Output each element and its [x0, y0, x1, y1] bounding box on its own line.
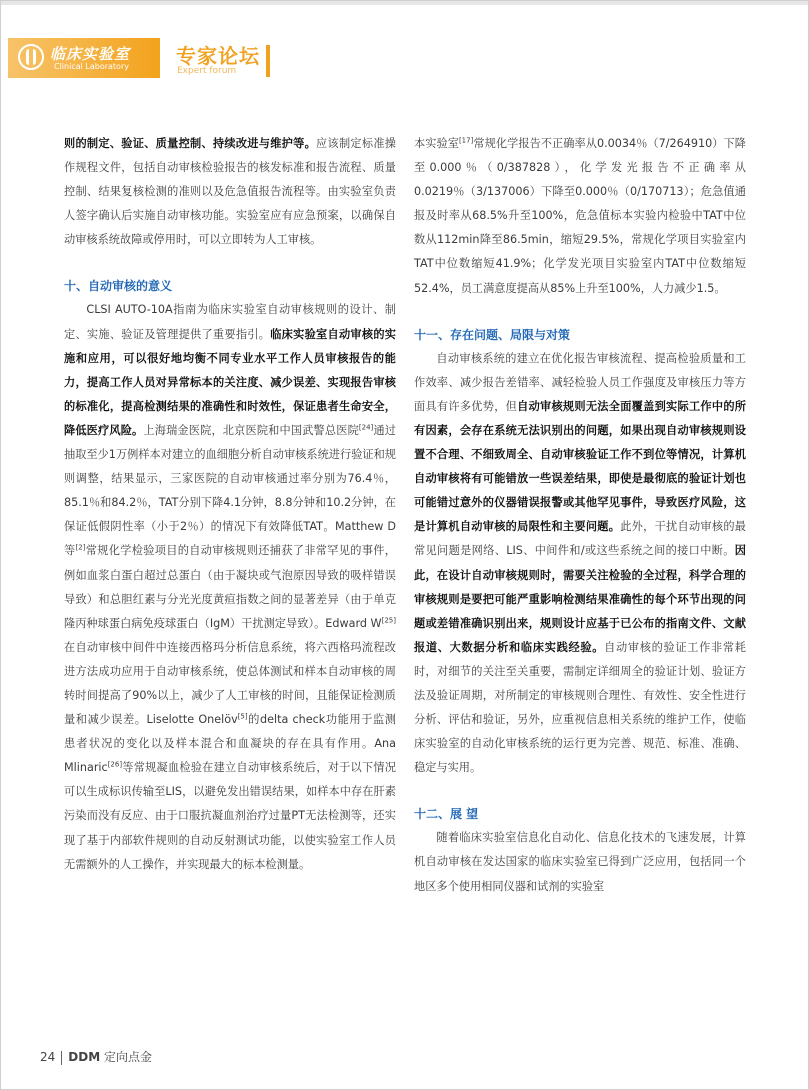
bold-text: 临床实验室自动审核的实施和应用，可以很好地均衡不同专业水平工作人员审核报告的能力，提高工作人员对异常标本的关注度、减少误差、实现报告审核的标准化，提高检测结果的准确性和时效性，保证患者生命安全，降低医疗风险。	[64, 327, 396, 437]
body-text: CLSI AUTO-10A指南为临床实验室自动审核规则的设计、制定、实施、验证及管理提供了重要指引。	[64, 303, 396, 341]
footer-divider	[61, 1051, 62, 1065]
citation: [26]	[107, 760, 123, 769]
paragraph	[414, 347, 746, 781]
section-title: 专家论坛	[176, 44, 260, 68]
bold-text: 因此，在设计自动审核规则时，需要关注检验的全过程，科学合理的审核规则是要把可能严重影响检测结果准确性的每个环节出现的问题或差错准确识别出来，规则设计应基于已公布的指南文件、文献报道、大数据分析和临床实践经验。	[414, 544, 746, 654]
footer-brand: DDM	[68, 1050, 101, 1064]
citation: [17]	[458, 136, 474, 145]
body-text: 自动审核的验证工作非常耗时，对细节的关注至关重要，需制定详细周全的验证计划、验证方法及验证周期，对所制定的审核规则合理性、有效性、安全性进行分析、评估和验证，另外，应重视信息相关系统的维护工作，使临床实验室的自动化审核系统的运行更为完善、规范、标准、准确、稳定与实用。	[414, 640, 746, 775]
body-text: 常规化学检验项目的自动审核规则还捕获了非常罕见的事件，例如血浆白蛋白超过总蛋白（由于凝块或气泡原因导致的吸样错误导致）和总胆红素与分光光度黄疸指数之间的显著差异（由于单克隆丙种球蛋白病免疫球蛋白（IgM）干扰测定导致）。Edward W	[64, 544, 396, 630]
body-text: 本实验室	[414, 137, 459, 150]
body-text: 随着临床实验室信息化自动化、信息化技术的飞速发展，计算机自动审核在发达国家的临床实验室已得到广泛应用，包括同一个地区多个使用相同仪器和试剂的实验室	[414, 831, 746, 893]
paragraph	[414, 132, 746, 301]
page-footer	[40, 1048, 152, 1065]
body-text: 的delta check功能用于监测患者状况的变化以及样本混合和血凝块的存在具有作用。Ana Mlinaric	[64, 713, 396, 775]
page-number: 24	[40, 1050, 56, 1064]
body-text: 此外，干扰自动审核的最常见问题是网络、LIS、中间件和/或这些系统之间的接口中断。	[414, 520, 746, 558]
footer-brand-cn: 定向点金	[103, 1050, 152, 1064]
body-text: 在自动审核中间件中连接西格玛分析信息系统，将六西格玛流程改进方法成功应用于自动审核系统，使总体测试和样本自动审核的周转时间提高了90%以上，减少了人工审核的时间，且能保证检测质量和减少误差。Liselotte Onelöv	[64, 640, 396, 727]
body-text: 通过抽取至少1万例样本对建立的血细胞分析自动审核系统进行验证和规则调整，结果显示，三家医院的自动审核通过率分别为76.4％，85.1％和84.2％，TAT分别下降4.1分钟，8.8分钟和10.2分钟，在保证低假阴性率（小于2％）的情况下有效降低TAT。Matthew D等	[64, 423, 396, 558]
journal-logo	[8, 38, 160, 78]
heading-section-12: 十二、展 望	[414, 807, 479, 822]
citation: [2]	[75, 543, 86, 552]
body-text: 常规化学报告不正确率从0.0034％（7/264910）下降至0.000％（0/387828），化学发光报告不正确率从0.0219％（3/137006）下降至0.000％（0/170713）；危急值通报及时率从68.5%升至100%，危急值标本实验内检验中TAT中位数从112min降至86.5min，缩短29.5%，常规化学项目实验室内TAT中位数缩短41.9%；化学发光项目实验室内TAT中位数缩短52.4%，员工满意度提高从85%上升至100%，人力减少1.5。	[414, 137, 746, 295]
right-column	[414, 132, 746, 899]
paragraph	[64, 132, 396, 252]
citation: [5]	[237, 712, 248, 721]
body-text: 自动审核系统的建立在优化报告审核流程、提高检验质量和工作效率、减少报告差错率、减轻检验人员工作强度及审核压力等方面具有许多优势，但	[414, 351, 746, 413]
section-subtitle: Expert forum	[177, 66, 237, 76]
logo-en-text: Clinical Laboratory	[54, 62, 129, 71]
left-column	[64, 132, 396, 877]
logo-mark-icon	[18, 44, 44, 70]
body-text: 应该制定标准操作规程文件，包括自动审核检验报告的核发标准和报告流程、质量控制、结果复核检测的准则以及危急值报告流程等。由实验室负责人签字确认后实施自动审核功能。实验室应有应急预案，以确保自动审核系统故障或停用时，可以立即转为人工审核。	[64, 137, 396, 247]
body-text: 上海瑞金医院，北京医院和中国武警总医院	[143, 423, 359, 437]
heading-section-10: 十、自动审核的意义	[64, 279, 173, 294]
bold-text: 则的制定、验证、质量控制、持续改进与维护等。	[64, 137, 317, 150]
citation: [25]	[381, 615, 396, 624]
title-accent-bar	[266, 45, 270, 77]
paragraph	[414, 826, 746, 898]
citation: [24]	[358, 423, 374, 432]
heading-section-11: 十一、存在问题、局限与对策	[414, 327, 571, 342]
bold-text: 自动审核规则无法全面覆盖到实际工作中的所有因素，会存在系统无法识别出的问题，如果出现自动审核规则设置不合理、不细致周全、自动审核验证工作不到位等情况，计算机自动审核将有可能错放一些误差结果，即使是最彻底的验证计划也可能错过意外的仪器错误报警或其他罕见事件，导致医疗风险，这是计算机自动审核的局限性和主要问题。	[414, 399, 746, 534]
body-text: 等常规凝血检验在建立自动审核系统后，对于以下情况可以生成标识传输至LIS，以避免发出错误结果，如样本中存在肝素污染而没有反应、由于口服抗凝血剂治疗过量PT无法检测等，还实现了基于内部软件规则的自动反射测试功能，以使实验室工作人员无需额外的人工操作，并实现最大的标本检测量。	[64, 761, 396, 871]
logo-cn-text: 临床实验室	[50, 45, 131, 63]
paragraph	[64, 298, 396, 876]
